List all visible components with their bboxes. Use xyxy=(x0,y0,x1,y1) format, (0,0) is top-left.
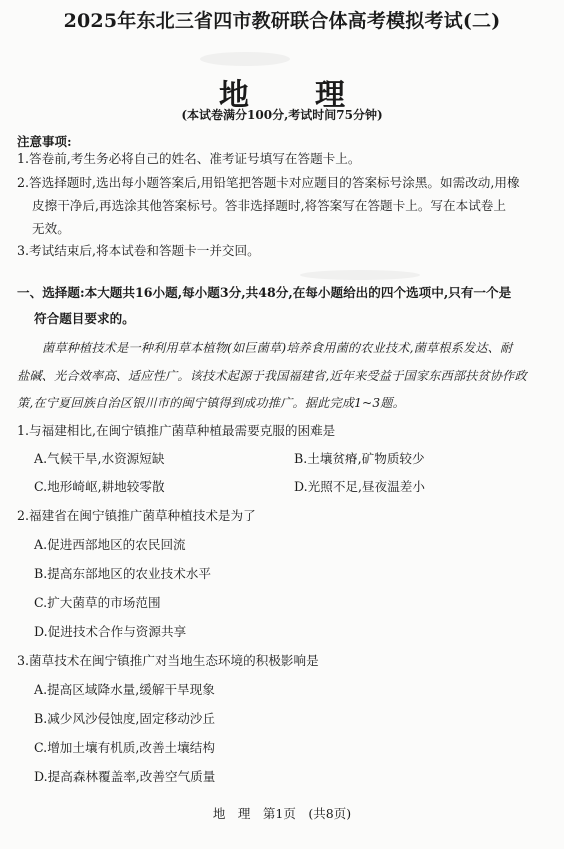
question-stem: 3.菌草技术在闽宁镇推广对当地生态环境的积极影响是 xyxy=(17,653,319,668)
answer-option: D.提高森林覆盖率,改善空气质量 xyxy=(34,769,216,784)
passage-line: 策,在宁夏回族自治区银川市的闽宁镇得到成功推广。据此完成1~3题。 xyxy=(17,396,405,410)
answer-option: A.提高区域降水量,缓解干旱现象 xyxy=(34,682,215,697)
print-smudge xyxy=(200,52,290,66)
answer-option: D.促进技术合作与资源共享 xyxy=(34,624,187,639)
notice-heading: 注意事项: xyxy=(17,134,72,149)
exam-title: 2025年东北三省四市教研联合体高考模拟考试(二) xyxy=(63,10,501,32)
notice-line: 无效。 xyxy=(32,221,70,236)
notice-line: 2.答选择题时,选出每小题答案后,用铅笔把答题卡对应题目的答案标号涂黑。如需改动,用橡 xyxy=(17,175,520,190)
answer-option: C.增加土壤有机质,改善土壤结构 xyxy=(34,740,215,755)
notice-line: 1.答卷前,考生务必将自己的姓名、准考证号填写在答题卡上。 xyxy=(17,151,361,166)
answer-option: C.地形崎岖,耕地较零散 xyxy=(34,479,165,494)
answer-option: B.提高东部地区的农业技术水平 xyxy=(34,566,211,581)
answer-option: D.光照不足,昼夜温差小 xyxy=(294,479,425,494)
answer-option: A.气候干旱,水资源短缺 xyxy=(34,451,165,466)
answer-option: C.扩大菌草的市场范围 xyxy=(34,595,161,610)
notice-line: 3.考试结束后,将本试卷和答题卡一并交回。 xyxy=(17,243,260,258)
passage-line: 菌草种植技术是一种利用草本植物(如巨菌草)培养食用菌的农业技术,菌草根系发达、耐 xyxy=(42,341,513,355)
subject-title: 地 理 xyxy=(219,78,363,113)
question-stem: 1.与福建相比,在闽宁镇推广菌草种植最需要克服的困难是 xyxy=(17,423,336,438)
question-stem: 2.福建省在闽宁镇推广菌草种植技术是为了 xyxy=(17,508,256,523)
print-smudge xyxy=(300,270,420,280)
answer-option: A.促进西部地区的农民回流 xyxy=(34,537,186,552)
notice-line: 皮擦干净后,再选涂其他答案标号。答非选择题时,将答案写在答题卡上。写在本试卷上 xyxy=(32,198,506,213)
answer-option: B.减少风沙侵蚀度,固定移动沙丘 xyxy=(34,711,215,726)
score-note: (本试卷满分100分,考试时间75分钟) xyxy=(181,108,383,122)
section-instruction: 一、选择题:本大题共16小题,每小题3分,共48分,在每小题给出的四个选项中,只有一个是 xyxy=(17,285,512,300)
page-footer: 地 理 第1页 (共8页) xyxy=(212,806,352,821)
answer-option: B.土壤贫瘠,矿物质较少 xyxy=(294,451,425,466)
section-instruction-cont: 符合题目要求的。 xyxy=(34,311,135,326)
passage-line: 盐碱、光合效率高、适应性广。该技术起源于我国福建省,近年来受益于国家东西部扶贫协作政 xyxy=(17,369,527,383)
